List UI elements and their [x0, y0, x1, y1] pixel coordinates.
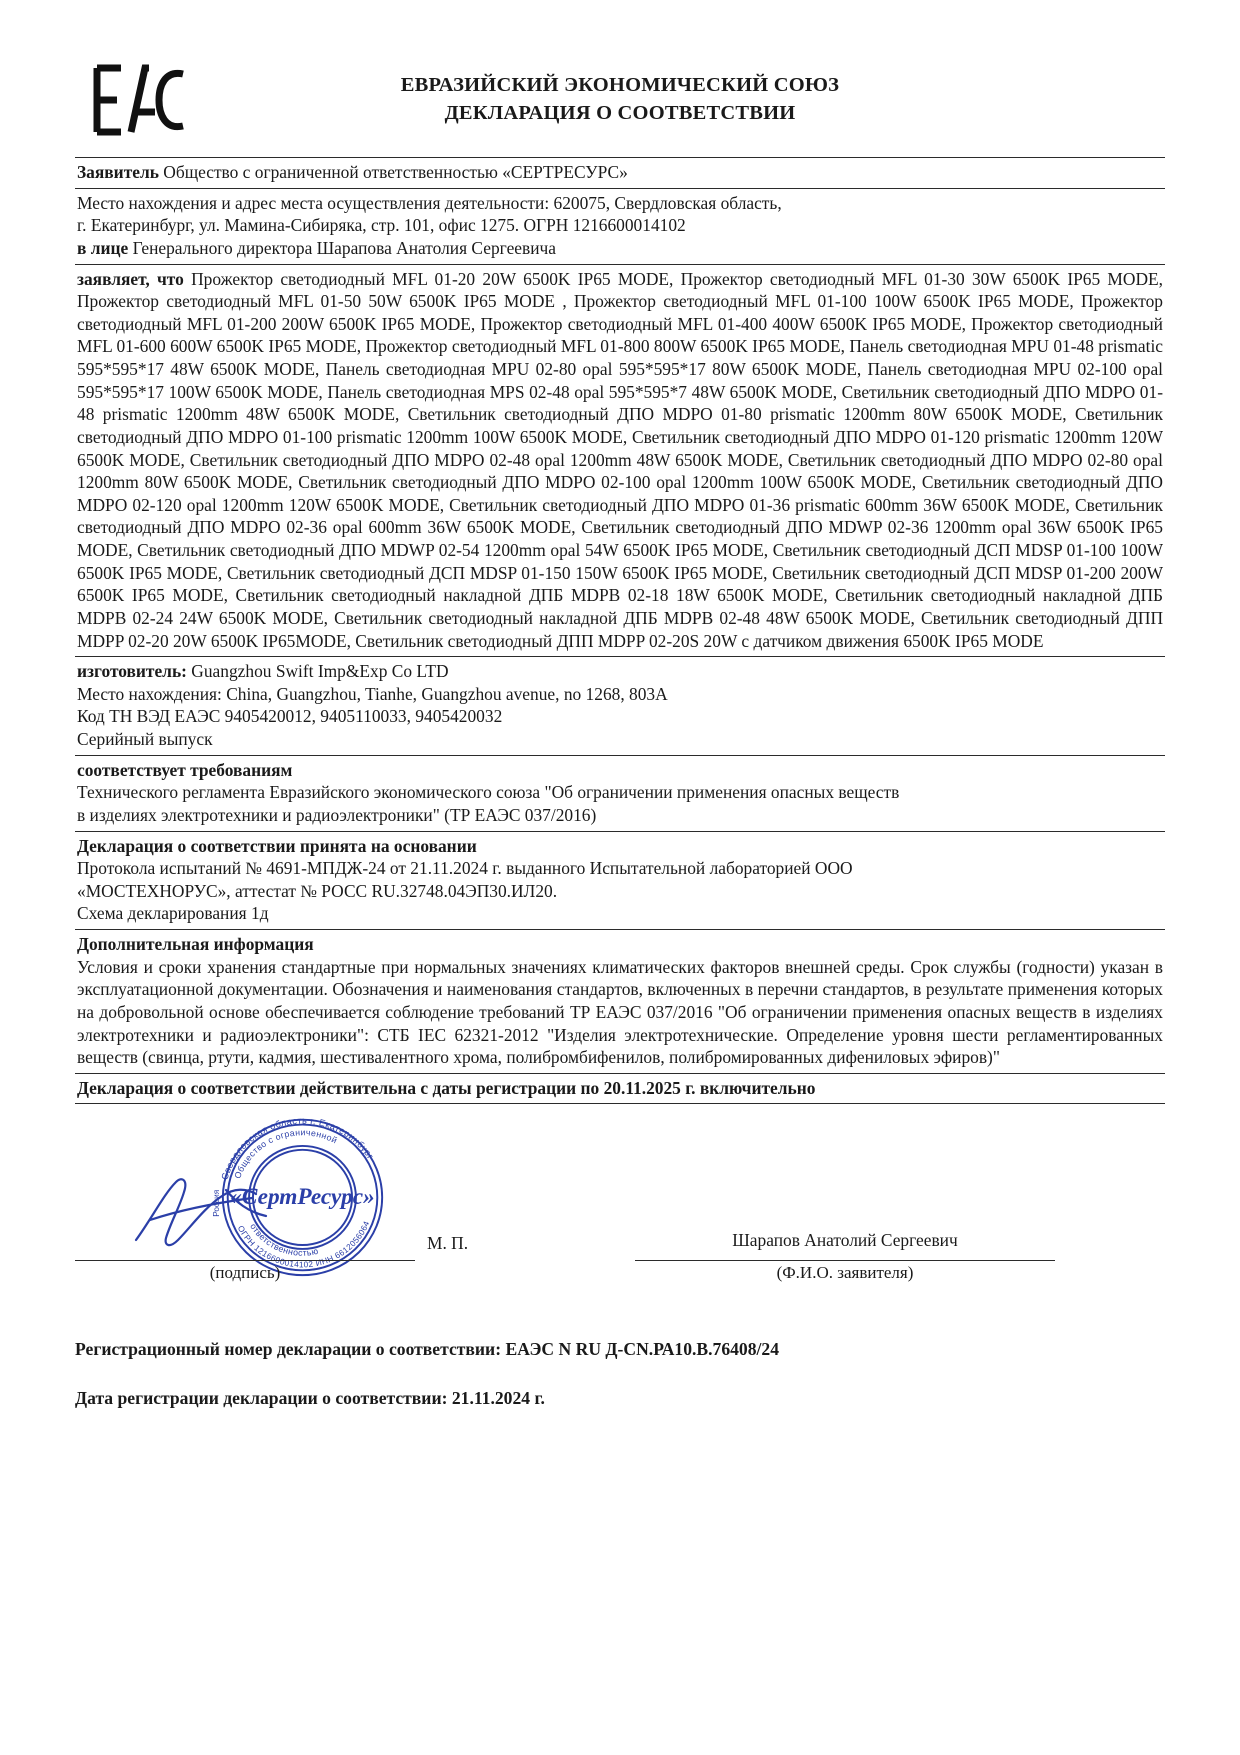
basis-line-1: Протокола испытаний № 4691-МПДЖ-24 от 21.11.2024 г. выданного Испытательной лабораторией ООО: [77, 858, 853, 879]
validity-block: [75, 1074, 1165, 1104]
declared-products-text: Прожектор светодиодный MFL 01-20 20W 6500K IP65 MODE, Прожектор светодиодный MFL 01-30 30W 6500K IP65 MODE, Прожектор светодиодный MFL 01-50 50W 6500K IP65 MODE , Прожектор светодиодный MFL 01-100 100W 6500K IP65 MODE, Прожектор светодиодный MFL 01-200 200W 6500K IP65 MODE, Прожектор светодиодный MFL 01-400 400W 6500K IP65 MODE, Прожектор светодиодный MFL 01-600 600W 6500K IP65 MODE, Прожектор светодиодный MFL 01-800 800W 6500K IP65 MODE, Панель светодиодная MPU 01-48 prismatic 595*595*17 48W 6500K MODE, Панель светодиодная MPU 02-80 opal 595*595*17 80W 6500K MODE, Панель светодиодная MPU 02-100 opal 595*595*17 100W 6500K MODE, Панель светодиодная MPS 02-48 opal 595*595*7 48W 6500K MODE, Светильник светодиодный ДПО MDPO 01-48 prismatic 1200mm 48W 6500K MODE, Светильник светодиодный ДПО MDPO 01-80 prismatic 1200mm 80W 6500K MODE, Светильник светодиодный ДПО MDPO 01-100 prismatic 1200mm 100W 6500K MODE, Светильник светодиодный ДПО MDPO 01-120 prismatic 1200mm 120W 6500K MODE, Светильник светодиодный ДПО MDPO 02-48 opal 1200mm 48W 6500K MODE, Светильник светодиодный ДПО MDPO 02-80 opal 1200mm 80W 6500K MODE, Светильник светодиодный ДПО MDPO 02-100 opal 1200mm 100W 6500K MODE, Светильник светодиодный ДПО MDPO 02-120 opal 1200mm 120W 6500K MODE, Светильник светодиодный ДПО MDPO 01-36 prismatic 600mm 36W 6500K MODE, Светильник светодиодный ДПО MDPO 02-36 opal 600mm 36W 6500K MODE, Светильник светодиодный ДПО MDWP 02-36 1200mm opal 36W 6500K IP65 MODE, Светильник светодиодный ДПО MDWP 02-54 1200mm opal 54W 6500K IP65 MODE, Светильник светодиодный ДСП MDSP 01-100 100W 6500K IP65 MODE, Светильник светодиодный ДСП MDSP 01-150 150W 6500K IP65 MODE, Светильник светодиодный ДСП MDSP 01-200 200W 6500K IP65 MODE, Светильник светодиодный накладной ДПБ MDPB 02-18 18W 6500K MODE, Светильник светодиодный накладной ДПБ MDPB 02-24 24W 6500K MODE, Светильник светодиодный накладной ДПБ MDPB 02-48 48W 6500K MODE, Светильник светодиодный ДПП MDPP 02-20 20W 6500K IP65MODE, Светильник светодиодный ДПП MDPP 02-20S 20W с датчиком движения 6500K IP65 MODE: [77, 268, 1163, 651]
production-type: Серийный выпуск: [77, 729, 213, 749]
applicant-value: Общество с ограниченной ответственностью «СЕРТРЕСУРС»: [163, 162, 628, 182]
document-header: [75, 62, 1165, 157]
svg-text:Россия: Россия: [211, 1190, 221, 1218]
official-round-stamp: [205, 1110, 400, 1280]
document-title-line-2: ДЕКЛАРАЦИЯ О СООТВЕТСТВИИ: [444, 101, 796, 124]
signatory-name: Шарапов Анатолий Сергеевич: [732, 1230, 958, 1251]
signature-line-right: [635, 1260, 1055, 1261]
applicant-address-block: [75, 189, 1165, 264]
manufacturer-block: [75, 657, 1165, 755]
signature-line-left: [75, 1260, 415, 1261]
additional-info-text: Условия и сроки хранения стандартные при нормальных значениях климатических факторов внешней среды. Срок службы (годности) указан в эксплуатационной документации. Обозначения и наименования стандартов, включенных в перечни стандартов, в результате применения которых на добровольной основе обеспечивается соблюдение требований ТР ЕАЭС 037/2016 "Об ограничении применения опасных веществ в изделиях электротехники и радиоэлектроники": СТБ IEC 62321-2012 "Изделия электротехнические. Определение уровня шести регламентированных веществ (свинца, ртути, кадмия, шестивалентного хрома, полибромбифенилов, полибромированных дифениловых эфиров)": [77, 956, 1163, 1068]
applicant-label: Заявитель: [77, 162, 159, 182]
stamp-place-label: М. П.: [427, 1233, 469, 1254]
svg-text:ответственностью: ответственностью: [248, 1221, 320, 1259]
declared-products-block: [75, 265, 1165, 657]
manufacturer-location: Место нахождения: China, Guangzhou, Tianhe, Guangzhou avenue, no 1268, 803A: [77, 683, 668, 704]
signature-area: [75, 1108, 1165, 1313]
basis-label: Декларация о соответствии принята на основании: [77, 835, 477, 856]
registration-date-row: [75, 1388, 1165, 1409]
address-line-1: Место нахождения и адрес места осуществления деятельности: 620075, Свердловская область,: [77, 192, 782, 213]
representative-row: [77, 237, 1163, 260]
document-title-group: [75, 62, 1165, 127]
registration-number-label: Регистрационный номер декларации о соответствии:: [75, 1339, 502, 1360]
divider: [75, 1103, 1165, 1104]
representative-value: Генерального директора Шарапова Анатолия Сергеевича: [132, 237, 556, 258]
svg-text:Свердловская область г. Екатер: Свердловская область г. Екатеринбург: [219, 1115, 376, 1182]
registration-date-label: Дата регистрации декларации о соответствии:: [75, 1388, 448, 1409]
registration-date-value: 21.11.2024 г.: [451, 1388, 545, 1409]
document-title-line-1: ЕВРАЗИЙСКИЙ ЭКОНОМИЧЕСКИЙ СОЮЗ: [400, 74, 840, 96]
validity-text: Декларация о соответствии действительна с даты регистрации по 20.11.2025 г. включительно: [77, 1077, 816, 1098]
additional-info-block: [75, 930, 1165, 1073]
declares-label: заявляет, что: [77, 268, 184, 289]
svg-text:Общество с ограниченной: Общество с ограниченной: [232, 1127, 340, 1181]
svg-text:ОГРН 1216600014102 ИНН 6612056: ОГРН 1216600014102 ИНН 6612056064: [235, 1220, 372, 1270]
basis-line-2: «МОСТЕХНОРУС», аттестат № РОСС RU.32748.04ЭП30.ИЛ20.: [77, 880, 558, 901]
tn-ved-code: Код ТН ВЭД ЕАЭС 9405420012, 9405110033, 9405420032: [77, 706, 503, 727]
manufacturer-value: Guangzhou Swift Imp&Exp Co LTD: [191, 661, 449, 682]
eac-conformity-mark-icon: [87, 64, 187, 136]
manufacturer-label: изготовитель:: [77, 661, 187, 682]
representative-label: в лице: [77, 237, 129, 258]
additional-info-label: Дополнительная информация: [77, 934, 314, 954]
registration-number-value: ЕАЭС N RU Д-CN.РА10.В.76408/24: [505, 1339, 779, 1360]
signature-caption-right: (Ф.И.О. заявителя): [776, 1263, 914, 1283]
declaration-scheme: Схема декларирования 1д: [77, 903, 269, 924]
conformity-line-2: в изделиях электротехники и радиоэлектроники" (ТР ЕАЭС 037/2016): [77, 804, 597, 825]
conformity-line-1: Технического регламента Евразийского экономического союза "Об ограничении применения опасных веществ: [77, 782, 900, 803]
applicant-row: [75, 158, 1165, 188]
registration-number-row: [75, 1339, 1165, 1360]
signature-caption-left: (подпись): [209, 1263, 281, 1283]
address-line-2: г. Екатеринбург, ул. Мамина-Сибиряка, стр. 101, офис 1275. ОГРН 1216600014102: [77, 215, 686, 236]
svg-text:«СертРесурс»: «СертРесурс»: [230, 1184, 375, 1211]
conformity-label: соответствует требованиям: [77, 759, 293, 780]
document-content: [75, 62, 1165, 1409]
manufacturer-row: [77, 660, 1163, 683]
conformity-block: [75, 756, 1165, 831]
basis-block: [75, 832, 1165, 930]
